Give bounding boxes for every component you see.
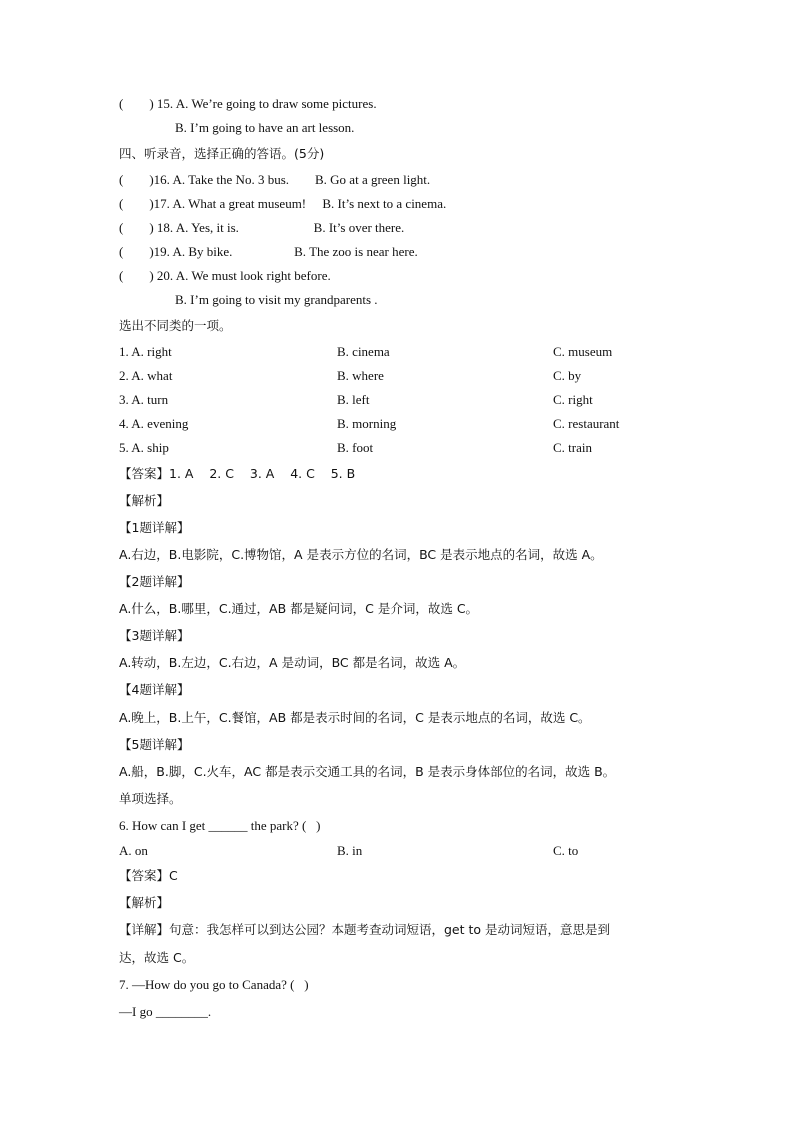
q7-reply: —I go ________. bbox=[119, 1004, 212, 1019]
q7-stem: 7. —How do you go to Canada? ( ) bbox=[119, 977, 309, 992]
option-a: A. on bbox=[119, 843, 148, 858]
q6-answer: 【答案】C bbox=[119, 868, 178, 883]
option-a: 3. A. turn bbox=[119, 392, 169, 407]
option-a: 5. A. ship bbox=[119, 440, 169, 455]
odd-answer: 【答案】1. A 2. C 3. A 4. C 5. B bbox=[119, 466, 356, 481]
detail-1-text: A.右边，B.电影院，C.博物馆，A 是表示方位的名词，BC 是表示地点的名词，故选 A。 bbox=[119, 547, 603, 562]
q6-analysis-label: 【解析】 bbox=[119, 895, 170, 910]
detail-3-text: A.转动，B.左边，C.右边，A 是动词，BC 都是名词，故选 A。 bbox=[119, 655, 466, 670]
option-b: B. where bbox=[337, 368, 384, 383]
option-b: B. cinema bbox=[337, 344, 390, 359]
odd-one-out-title: 选出不同类的一项。 bbox=[119, 318, 232, 333]
detail-5-head: 【5题详解】 bbox=[119, 737, 190, 752]
option-a: 1. A. right bbox=[119, 344, 172, 359]
q6-detail-line-2: 达，故选 C。 bbox=[119, 950, 195, 965]
listening-q19: ( )19. A. By bike. B. The zoo is near here. bbox=[119, 244, 418, 259]
detail-4-head: 【4题详解】 bbox=[119, 682, 190, 697]
option-b: B. morning bbox=[337, 416, 397, 431]
option-b: B. in bbox=[337, 843, 363, 858]
option-a: 4. A. evening bbox=[119, 416, 189, 431]
option-c: C. restaurant bbox=[553, 416, 620, 431]
listening-q18: ( ) 18. A. Yes, it is. B. It’s over there. bbox=[119, 220, 405, 235]
option-c: C. by bbox=[553, 368, 582, 383]
listening-q16: ( )16. A. Take the No. 3 bus. B. Go at a green light. bbox=[119, 172, 431, 187]
detail-1-head: 【1题详解】 bbox=[119, 520, 190, 535]
detail-2-head: 【2题详解】 bbox=[119, 574, 190, 589]
listening-q20-option-b: B. I’m going to visit my grandparents . bbox=[175, 292, 378, 307]
analysis-label: 【解析】 bbox=[119, 493, 170, 508]
detail-3-head: 【3题详解】 bbox=[119, 628, 190, 643]
listening-q20: ( ) 20. A. We must look right before. bbox=[119, 268, 331, 283]
option-a: 2. A. what bbox=[119, 368, 173, 383]
q15-option-b: B. I’m going to have an art lesson. bbox=[175, 120, 355, 135]
detail-2-text: A.什么，B.哪里，C.通过，AB 都是疑问词，C 是介词，故选 C。 bbox=[119, 601, 479, 616]
section4-title: 四、听录音，选择正确的答语。(5分) bbox=[119, 146, 325, 161]
detail-4-text: A.晚上，B.上午，C.餐馆，AB 都是表示时间的名词，C 是表示地点的名词，故选 C。 bbox=[119, 710, 591, 725]
option-c: C. train bbox=[553, 440, 592, 455]
option-b: B. left bbox=[337, 392, 370, 407]
q6-stem: 6. How can I get ______ the park? ( ) bbox=[119, 818, 321, 833]
option-b: B. foot bbox=[337, 440, 374, 455]
q15-option-a: ( ) 15. A. We’re going to draw some pictures. bbox=[119, 96, 377, 111]
option-c: C. right bbox=[553, 392, 593, 407]
option-c: C. to bbox=[553, 843, 579, 858]
listening-q17: ( )17. A. What a great museum! B. It’s next to a cinema. bbox=[119, 196, 447, 211]
option-c: C. museum bbox=[553, 344, 613, 359]
detail-5-text: A.船，B.脚，C.火车，AC 都是表示交通工具的名词，B 是表示身体部位的名词，故选 B。 bbox=[119, 764, 616, 779]
q6-detail-line-1: 【详解】句意：我怎样可以到达公园？本题考查动词短语，get to 是动词短语，意思是到 bbox=[119, 922, 611, 937]
single-choice-title: 单项选择。 bbox=[119, 791, 182, 806]
